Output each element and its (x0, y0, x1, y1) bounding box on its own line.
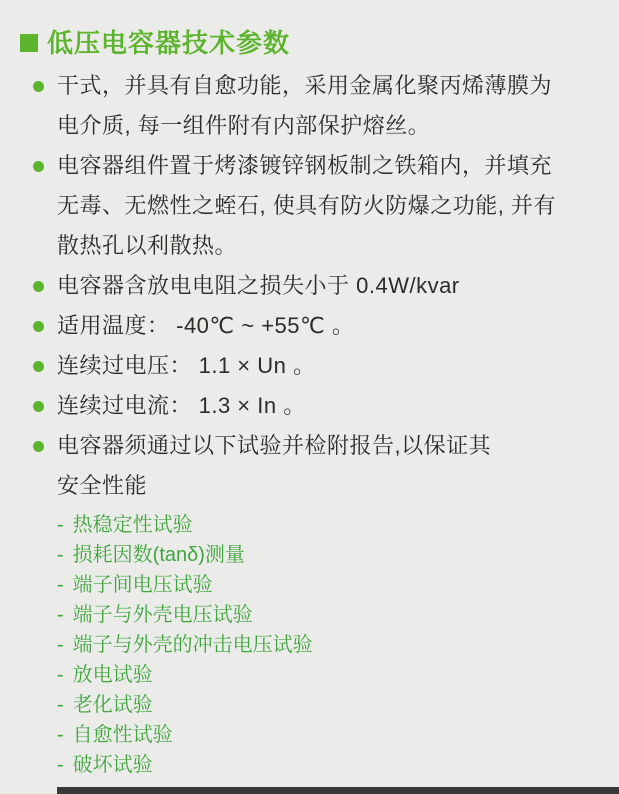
bullet-text (57, 346, 609, 386)
test-list-item (57, 600, 619, 630)
test-label: 端子间电压试验 (72, 574, 213, 596)
test-label: 自愈性试验 (72, 724, 173, 746)
dash-icon: - (57, 754, 64, 776)
bullet-icon (33, 81, 44, 92)
bullet-text (57, 306, 609, 346)
test-label: 破坏试验 (72, 754, 153, 776)
test-list-item (57, 660, 619, 690)
test-label: 损耗因数(tanδ)测量 (72, 544, 245, 566)
bullet-text (57, 146, 609, 266)
test-list-item (57, 570, 619, 600)
dash-icon: - (57, 544, 64, 566)
dash-icon: - (57, 514, 64, 536)
test-list (0, 510, 619, 780)
test-label: 端子与外壳的冲击电压试验 (72, 634, 313, 656)
bullet-item (33, 306, 619, 346)
bullet-item (33, 346, 619, 386)
bullet-text-line: 电容器须通过以下试验并检附报告,以保证其 (57, 433, 492, 458)
bullet-text-line: 电介质, 每一组件附有内部保护熔丝。 (57, 113, 431, 138)
spec-list (0, 66, 619, 506)
dash-icon: - (57, 634, 64, 656)
section-marker-icon (20, 34, 38, 52)
section-header (20, 28, 619, 58)
bullet-icon (33, 281, 44, 292)
test-label: 热稳定性试验 (72, 514, 193, 536)
dash-icon: - (57, 724, 64, 746)
test-label: 端子与外壳电压试验 (72, 604, 253, 626)
bullet-item (33, 66, 619, 146)
bullet-item (33, 266, 619, 306)
dash-icon: - (57, 694, 64, 716)
dash-icon: - (57, 574, 64, 596)
bullet-text (57, 386, 609, 426)
bullet-text (57, 426, 609, 506)
test-label: 放电试验 (72, 664, 153, 686)
bullet-icon (33, 361, 44, 372)
bullet-text-line: 电容器组件置于烤漆镀锌钢板制之铁箱内，并填充 (57, 153, 553, 178)
dash-icon: - (57, 604, 64, 626)
test-list-item (57, 690, 619, 720)
bullet-text-line: 干式，并具有自愈功能，采用金属化聚丙烯薄膜为 (57, 73, 553, 98)
test-list-item (57, 750, 619, 780)
bullet-text-line: 安全性能 (57, 473, 148, 498)
dash-icon: - (57, 664, 64, 686)
bullet-icon (33, 441, 44, 452)
test-list-item (57, 510, 619, 540)
bullet-item (33, 146, 619, 266)
test-list-item (57, 540, 619, 570)
bullet-text-line: 电容器含放电电阻之损失小于 0.4W/kvar (57, 273, 460, 298)
page-title: 低压电容器技术参数 (47, 28, 291, 58)
test-label: 老化试验 (72, 694, 153, 716)
bullet-icon (33, 321, 44, 332)
bullet-text-line: 散热孔以利散热。 (57, 233, 238, 258)
footer-rule (57, 787, 619, 794)
bullet-icon (33, 161, 44, 172)
bullet-item (33, 386, 619, 426)
bullet-icon (33, 401, 44, 412)
test-list-item (57, 630, 619, 660)
test-list-item (57, 720, 619, 750)
bullet-text-line: 无毒、无燃性之蛭石, 使具有防火防爆之功能, 并有 (57, 193, 556, 218)
bullet-text (57, 66, 609, 146)
bullet-text-line: 连续过电流： 1.3 × In 。 (57, 393, 306, 418)
bullet-text (57, 266, 609, 306)
bullet-text-line: 适用温度： -40℃ ~ +55℃ 。 (57, 313, 355, 338)
bullet-text-line: 连续过电压： 1.1 × Un 。 (57, 353, 316, 378)
bullet-item (33, 426, 619, 506)
